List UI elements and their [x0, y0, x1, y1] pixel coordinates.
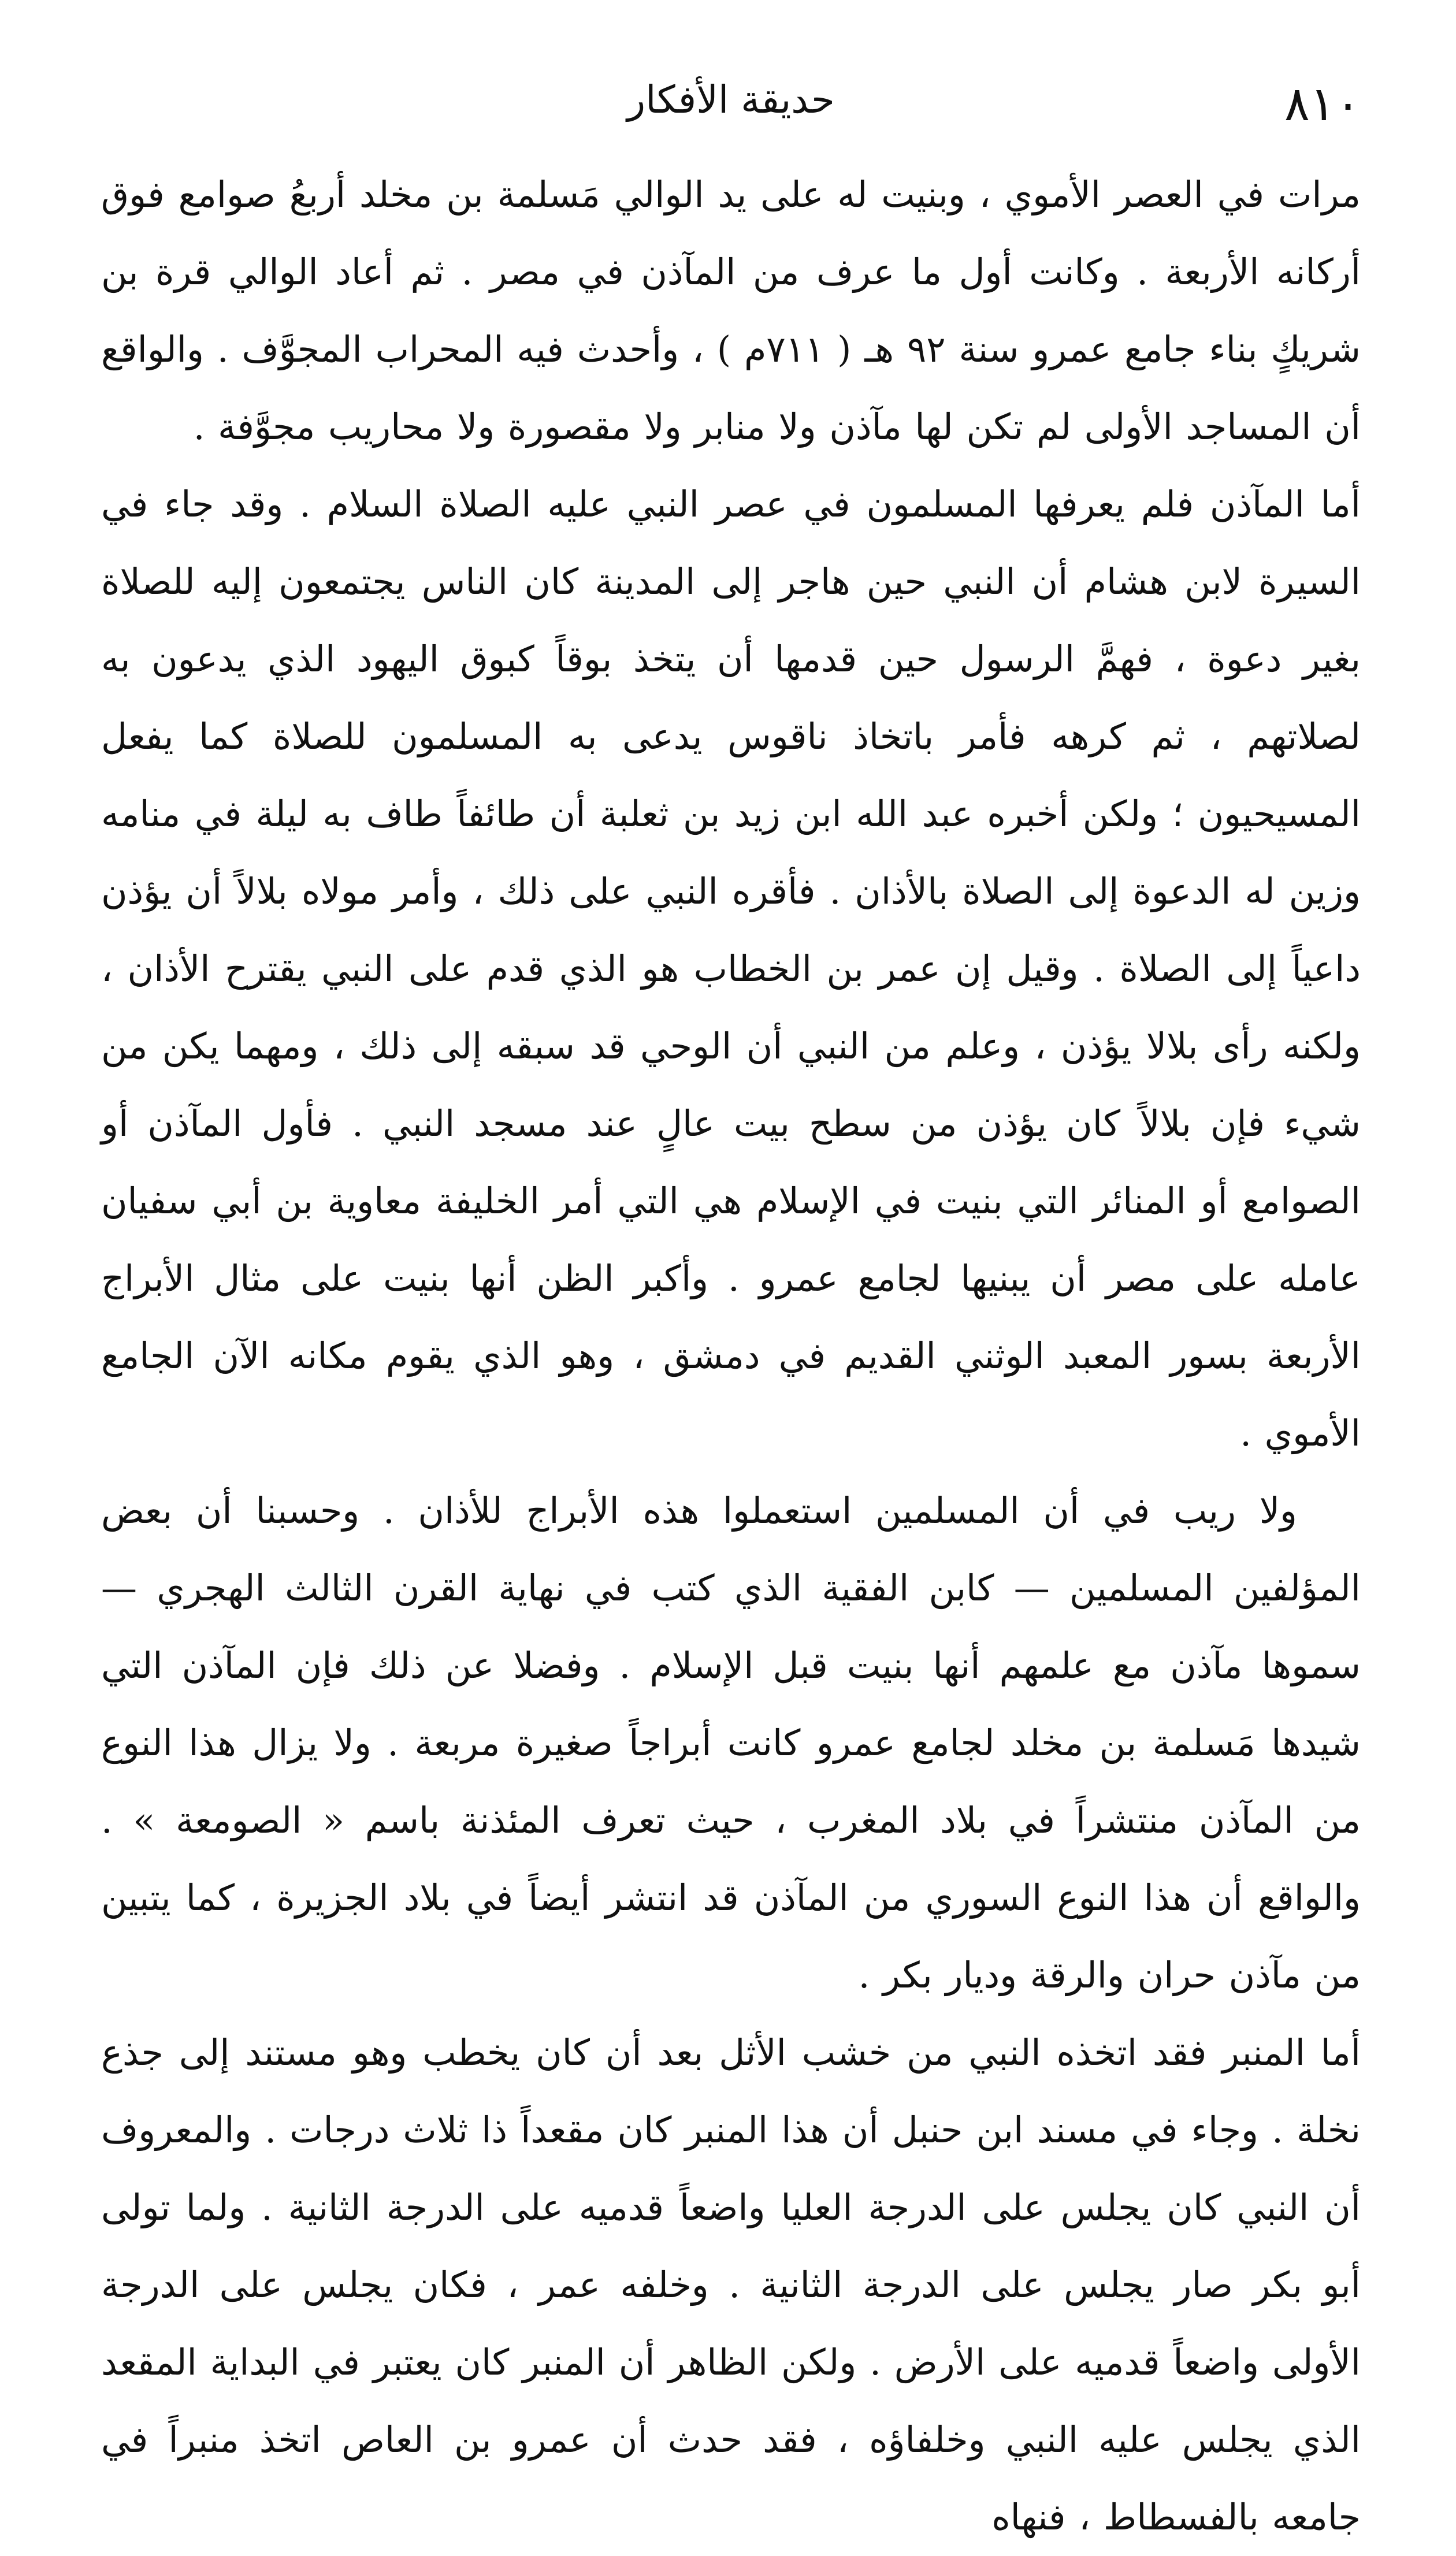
paragraph-origin-of-adhan: أما المآذن فلم يعرفها المسلمون في عصر النبي عليه الصلاة السلام . وقد جاء في السيرة لابن هشام أن النبي حين هاجر إلى المدينة كان الناس يجتمعون إليه للصلاة بغير دعوة ، فهمَّ الرسول حين قدمها أن يتخذ بوقاً كبوق اليهود الذي يدعون به لصلاتهم ، ثم كرهه فأمر باتخاذ ناقوس يدعى به المسلمون للصلاة كما يفعل المسيحيون ؛ ولكن أخبره عبد الله ابن زيد بن ثعلبة أن طائفاً طاف به ليلة في منامه وزين له الدعوة إلى الصلاة بالأذان . فأقره النبي على ذلك ، وأمر مولاه بلالاً أن يؤذن داعياً إلى الصلاة . وقيل إن عمر بن الخطاب هو الذي قدم على النبي يقترح الأذان ، ولكنه رأى بلالا يؤذن ، وعلم من النبي أن الوحي قد سبقه إلى ذلك ، ومهما يكن من شيء فإن بلالاً كان يؤذن من سطح بيت عالٍ عند مسجد النبي . فأول المآذن أو الصوامع أو المنائر التي بنيت في الإسلام هي التي أمر الخليفة معاوية بن أبي سفيان عامله على مصر أن يبنيها لجامع عمرو . وأكبر الظن أنها بنيت على مثال الأبراج الأربعة بسور المعبد الوثني القديم في دمشق ، وهو الذي يقوم مكانه الآن الجامع الأموي .	[101, 483, 1361, 1454]
paragraph-minbar: أما المنبر فقد اتخذه النبي من خشب الأثل بعد أن كان يخطب وهو مستند إلى جذع نخلة . وجاء في مسند ابن حنبل أن هذا المنبر كان مقعداً ذا ثلاث درجات . والمعروف أن النبي كان يجلس على الدرجة العليا واضعاً قدميه على الدرجة الثانية . ولما تولى أبو بكر صار يجلس على الدرجة الثانية . وخلفه عمر ، فكان يجلس على الدرجة الأولى واضعاً قدميه على الأرض . ولكن الظاهر أن المنبر كان يعتبر في البداية المقعد الذي يجلس عليه النبي وخلفاؤه ، فقد حدث أن عمرو بن العاص اتخذ منبراً في جامعه بالفسطاط ، فنهاه	[101, 2031, 1361, 2538]
body-text	[101, 156, 1361, 2556]
book-page	[101, 69, 1361, 2538]
paragraph-syrian-towers: ولا ريب في أن المسلمين استعملوا هذه الأبراج للأذان . وحسبنا أن بعض المؤلفين المسلمين — كابن الفقية الذي كتب في نهاية القرن الثالث الهجري — سموها مآذن مع علمهم أنها بنيت قبل الإسلام . وفضلا عن ذلك فإن المآذن التي شيدها مَسلمة بن مخلد لجامع عمرو كانت أبراجاً صغيرة مربعة . ولا يزال هذا النوع من المآذن منتشراً في بلاد المغرب ، حيث تعرف المئذنة باسم « الصومعة » . والواقع أن هذا النوع السوري من المآذن قد انتشر أيضاً في بلاد الجزيرة ، كما يتبين من مآذن حران والرقة وديار بكر .	[101, 1489, 1361, 1996]
running-header	[101, 69, 1361, 156]
book-title: حديقة الأفكار	[627, 77, 835, 122]
paragraph-umayyad-minarets: مرات في العصر الأموي ، وبنيت له على يد الوالي مَسلمة بن مخلد أربعُ صوامع فوق أركانه الأربعة . وكانت أول ما عرف من المآذن في مصر . ثم أعاد الوالي قرة بن شريكٍ بناء جامع عمرو سنة ٩٢ هـ ( ٧١١م ) ، وأحدث فيه المحراب المجوَّف . والواقع أن المساجد الأولى لم تكن لها مآذن ولا منابر ولا مقصورة ولا محاريب مجوَّفة .	[101, 173, 1361, 448]
page-number: ٨١٠	[1284, 77, 1361, 132]
